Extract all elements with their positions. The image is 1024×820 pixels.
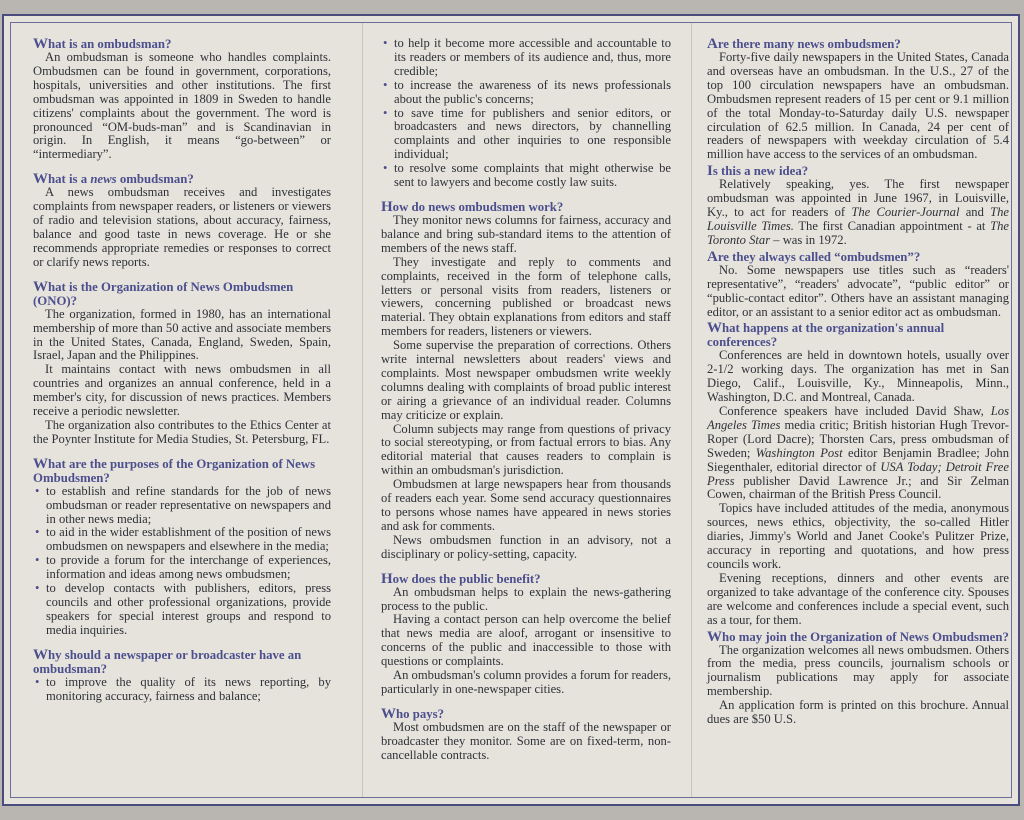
page-border [10, 22, 1012, 798]
section-ono [33, 280, 331, 447]
section-why-ombudsman [33, 648, 331, 704]
section-heading: Who may join the Organization of News Ombudsmen? [707, 628, 1009, 645]
list-item: • to establish and refine standards for the job of news ombudsman or reader representative on newspapers and in other news media; [33, 485, 331, 527]
section-purposes [33, 457, 331, 638]
section-what-is-ombudsman [33, 37, 331, 162]
paragraph: Conference speakers have included David Shaw, Los Angeles Times media critic; British historian Hugh Trevor-Roper (Lord Dacre); Thorsten Cars, press ombudsman of Sweden; Washington Post editor Benjamin Bradlee; John Siegenthaler, editorial director of USA Today; Detroit Free Press publisher David Lawrence Jr.; and Sir Zelman Cowen, chairman of the British Press Council. [707, 404, 1009, 502]
column-right [707, 37, 1009, 729]
paragraph: Forty-five daily newspapers in the United States, Canada and overseas have an ombudsman. In the U.S., 27 of the top 100 circulation newspapers have an ombudsman. Ombudsmen represent readers of 15 per cent or 9.1 million of the total Monday-to-Saturday daily U.S. newspaper circulation of 62.5 million. In Canada, 24 per cent of readers of newspapers with weekday circulation of 5.4 million have access to the services of an ombudsman. [707, 50, 1009, 162]
list-item: • to improve the quality of its news reporting, by monitoring accuracy, fairness and balance; [33, 676, 331, 704]
paragraph: They monitor news columns for fairness, accuracy and balance and bring sub-standard items to the attention of members of the news staff. [381, 212, 671, 255]
section-why-ombudsman-cont [381, 37, 671, 190]
section-who-pays [381, 707, 671, 763]
paragraph: The organization also contributes to the Ethics Center at the Poynter Institute for Media Studies, St. Petersburg, FL. [33, 417, 331, 446]
paragraph: Relatively speaking, yes. The first newspaper ombudsman was appointed in June 1967, in Louisville, Ky., to act for readers of The Courier-Journal and The Louisville Times. The first Canadian appointment - at The Toronto Star – was in 1972. [707, 177, 1010, 247]
list-item: • to save time for publishers and senior editors, or broadcasters and news directors, by channelling complaints and other inquiries to one responsible individual; [381, 107, 671, 163]
fold-line [362, 23, 363, 797]
paragraph: The organization, formed in 1980, has an international membership of more than 50 active and associate members in the United States, Canada, England, Sweden, Spain, Israel, Japan and the Philippines. [33, 306, 331, 363]
section-heading: What is an ombudsman? [33, 36, 172, 52]
paragraph: It maintains contact with news ombudsmen in all countries and organizes an annual conference, held in a member's city, for discussion of news practices. Members receive a periodic newsletter. [33, 362, 331, 419]
list-item: • to increase the awareness of its news professionals about the public's concerns; [381, 79, 671, 107]
paragraph: An ombudsman's column provides a forum for readers, particularly in one-newspaper cities. [381, 668, 671, 696]
paragraph: An ombudsman is someone who handles complaints. Ombudsmen can be found in government, corporations, hospitals, universities and other institutions. The first ombudsman was appointed in 1809 in Sweden to handle citizens' complaints about the government. The word is pronounced “OM-buds-man” and is Scandinavian in origin. In English, it means “go-between” or “intermediary”. [33, 50, 331, 162]
section-heading: What is a news ombudsman? [33, 171, 194, 188]
paragraph: No. Some newspapers use titles such as “readers' representative”, “readers' advocate”, “public editor” or “public-contact editor”. Others have an assistant managing editor, or an assistant to a senior editor act as ombudsman. [707, 262, 1009, 319]
paragraph: They investigate and reply to comments and complaints, received in the form of telephone calls, letters or personal visits from readers, listeners or viewers, concerning published or broadcast news material. They obtain explanations from editors and staff members for readers, listeners or viewers. [381, 254, 671, 339]
column-middle [381, 37, 671, 773]
paragraph: Column subjects may range from questions of privacy to social stereotyping, or from factual errors to bias. Any editorial material that causes readers to complain is within an ombudsman's jurisdiction. [381, 421, 671, 478]
section-heading: Why should a newspaper or broadcaster have an ombudsman? [33, 646, 302, 676]
column-left [33, 37, 331, 714]
purposes-list [33, 485, 331, 638]
section-heading: Are there many news ombudsmen? [707, 36, 901, 52]
paragraph: Ombudsmen at large newspapers hear from thousands of readers each year. Some send accuracy questionnaires to persons whose names have appeared in news stories and ask for comments. [381, 477, 671, 533]
paragraph: A news ombudsman receives and investigates complaints from newspaper readers, or listeners or viewers of radio and television stations, about accuracy, fairness, balance and good taste in news coverage. He or she recommends appropriate remedies or responses to correct or clarify news reports. [33, 185, 331, 269]
paragraph: Some supervise the preparation of corrections. Others write internal newsletters about readers' views and complaints. Most newspaper ombudsmen write weekly columns dealing with complaints of broad public interest or airing a grievance of an individual reader. Columns may criticize or explain. [381, 338, 671, 422]
section-public-benefit [381, 572, 671, 697]
paragraph: Conferences are held in downtown hotels, usually over 2-1/2 working days. The organization has met in San Diego, Calif., Louisville, Ky., Minneapolis, Minn., Washington, D.C. and Montreal, Canada. [707, 348, 1009, 405]
section-heading: How do news ombudsmen work? [381, 198, 564, 215]
section-how-many [707, 37, 1009, 162]
paragraph: An application form is printed on this brochure. Annual dues are $50 U.S. [707, 698, 1009, 727]
list-item: • to provide a forum for the interchange of experiences, information and ideas among news ombudsmen; [33, 554, 331, 582]
paragraph: An ombudsman helps to explain the news-gathering process to the public. [381, 584, 671, 613]
section-heading: Who pays? [381, 705, 445, 722]
brochure-page [2, 14, 1020, 806]
list-item: • to help it become more accessible and accountable to its readers or members of its audience and, thus, more credible; [381, 37, 671, 79]
section-who-may-join [707, 630, 1009, 727]
section-conferences [707, 321, 1009, 627]
reasons-list [33, 676, 331, 704]
section-heading: Is this a new idea? [707, 163, 809, 180]
list-item: • to develop contacts with publishers, editors, press councils and other professional organizations, provide speakers for special interest groups and respond to media inquiries. [33, 582, 331, 638]
section-heading: How does the public benefit? [381, 570, 541, 587]
fold-line [691, 23, 692, 797]
paragraph: The organization welcomes all news ombudsmen. Others from the media, press councils, journalism schools or journalism publications may apply for associate membership. [707, 642, 1009, 699]
list-item: • to resolve some complaints that might otherwise be sent to lawyers and become costly law suits. [381, 162, 671, 190]
reasons-list [381, 37, 671, 190]
paragraph: News ombudsmen function in an advisory, not a disciplinary or policy-setting, capacity. [381, 532, 671, 561]
section-always-called [707, 250, 1009, 320]
section-new-idea [707, 164, 1009, 248]
paragraph: Evening receptions, dinners and other events are organized to take advantage of the conference city. Spouses are welcome and conferences include a special event, such as a tour, for them. [707, 570, 1009, 627]
paragraph: Most ombudsmen are on the staff of the newspaper or broadcaster they monitor. Some are on fixed-term, non-cancellable contracts. [381, 719, 671, 762]
section-heading: What is the Organization of News Ombudsmen (ONO)? [33, 278, 294, 308]
paragraph: Topics have included attitudes of the media, anonymous sources, news ethics, objectivity, the so-called Hitler diaries, Jimmy's World and Janet Cooke's Pulitzer Prize, accuracy in reporting and quotations, and how press councils work. [707, 501, 1009, 571]
section-news-ombudsman [33, 172, 331, 269]
list-item: • to aid in the wider establishment of the position of news ombudsmen on newspapers and elsewhere in the media; [33, 526, 331, 554]
paragraph: Having a contact person can help overcome the belief that news media are aloof, arrogant or insensitive to concerns of the public and inaccessible to those with questions or complaints. [381, 612, 671, 669]
section-heading: Are they always called “ombudsmen”? [707, 248, 921, 265]
section-how-work [381, 200, 671, 562]
section-heading: What are the purposes of the Organization of News Ombudsmen? [33, 455, 316, 485]
section-heading: What happens at the organization's annual conferences? [707, 320, 945, 350]
